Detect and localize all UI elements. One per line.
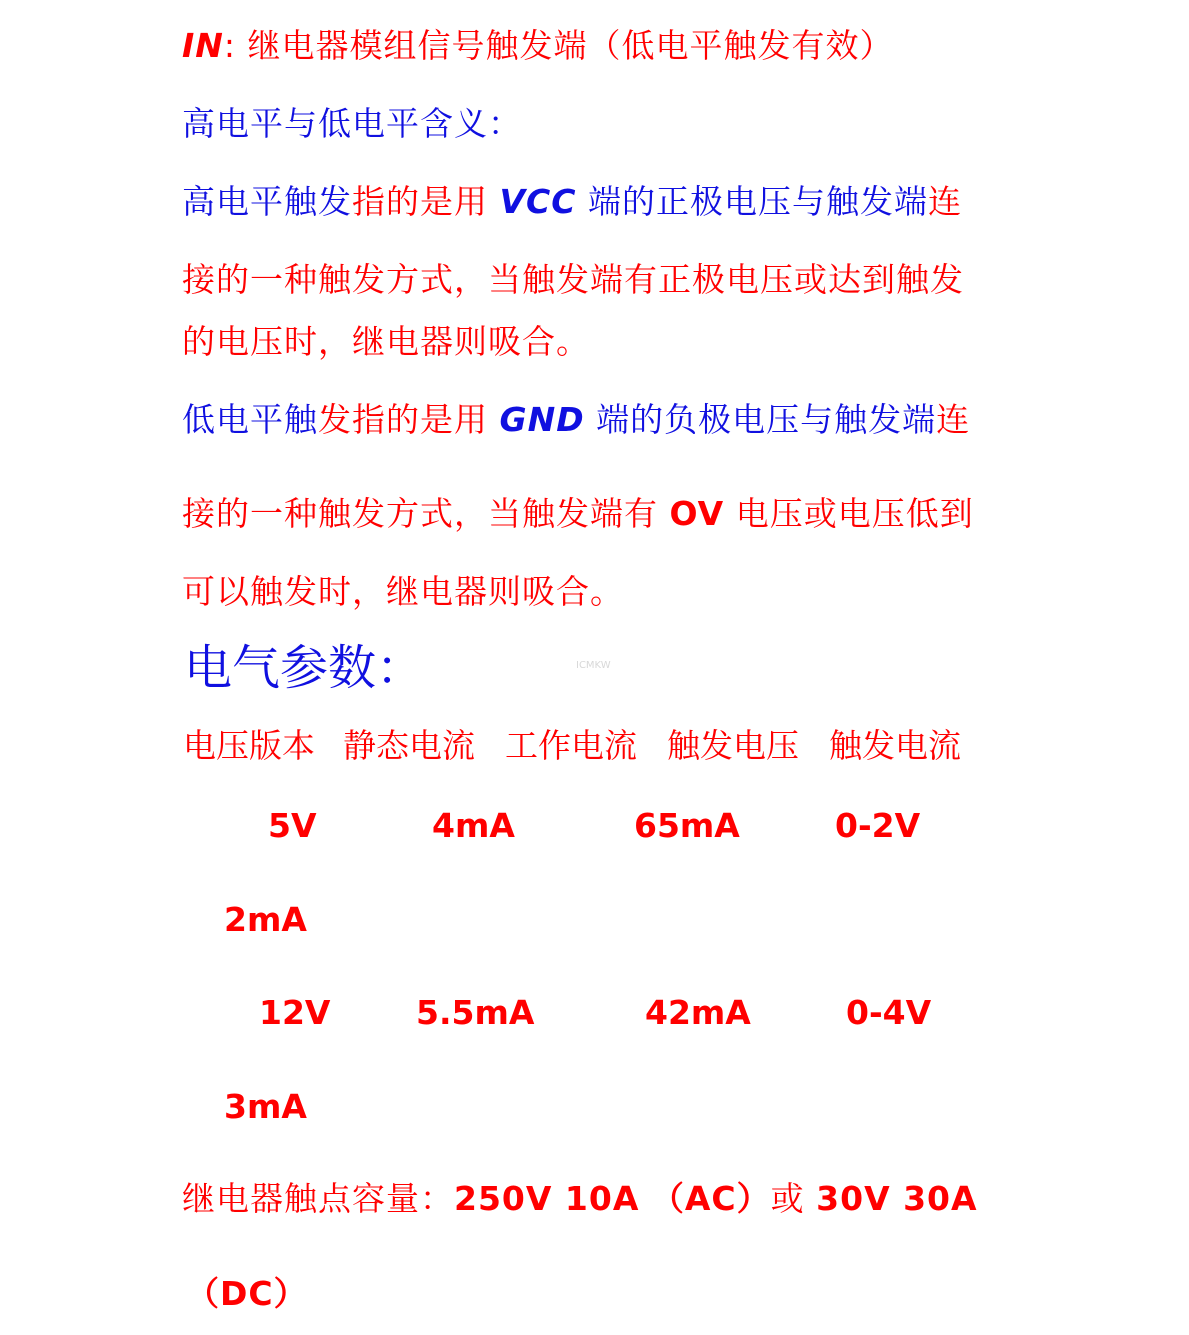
high-trigger-line-3: 的电压时，继电器则吸合。 [182,322,590,361]
header-work-current: 工作电流 [505,726,637,765]
high-trigger-text-b: 端的正极电压与触发端 [587,182,928,221]
low-trigger-line-2 [182,494,974,534]
low-trigger-line-1 [182,400,970,440]
contact-capacity-ac: （AC） [650,1179,771,1218]
high-trigger-text-a: 指的是用 [352,182,488,221]
low-trigger-text-b: 端的负极电压与触发端 [596,400,937,439]
ov-label: OV [669,494,725,533]
high-trigger-line-2: 接的一种触发方式，当触发端有正极电压或达到触发 [182,260,964,299]
contact-capacity-value-ac: 250V 10A [454,1179,640,1218]
vcc-label: VCC [499,182,577,221]
in-description: 继电器模组信号触发端（低电平触发有效） [247,26,894,65]
high-trigger-text-c: 连 [927,182,962,221]
row1-trigger-current: 2mA [224,900,307,939]
contact-capacity-line [182,1179,978,1219]
high-trigger-term: 高电平触发 [182,182,352,221]
electrical-params-heading: 电气参数： [184,640,425,696]
row1-static-current: 4mA [432,806,515,845]
contact-capacity-dc: （DC） [186,1274,308,1313]
meaning-title: 高电平与低电平含义： [182,104,522,143]
low-trigger-text-d: 接的一种触发方式，当触发端有 [182,494,658,533]
contact-capacity-value-dc: 30V 30A [816,1179,978,1218]
row1-trigger-voltage: 0-2V [835,806,921,845]
gnd-label: GND [499,400,585,439]
row2-trigger-current: 3mA [224,1087,307,1126]
high-trigger-line-1 [182,182,962,222]
header-voltage-version: 电压版本 [183,726,315,765]
row2-voltage: 12V [259,993,331,1032]
low-trigger-line-3: 可以触发时，继电器则吸合。 [182,572,624,611]
header-trigger-voltage: 触发电压 [667,726,799,765]
header-trigger-current: 触发电流 [829,726,961,765]
low-trigger-text-c: 连 [936,400,971,439]
row2-work-current: 42mA [645,993,751,1032]
contact-capacity-or: 或 [770,1179,805,1218]
in-colon: : [223,26,248,65]
low-trigger-term: 低电平触 [182,400,318,439]
low-trigger-text-a: 发指的是用 [318,400,488,439]
row1-voltage: 5V [268,806,317,845]
row2-trigger-voltage: 0-4V [846,993,932,1032]
contact-capacity-label: 继电器触点容量： [182,1179,454,1218]
row1-work-current: 65mA [634,806,740,845]
in-label: IN [182,26,224,65]
watermark: ICMKW [576,660,611,671]
low-trigger-text-e: 电压或电压低到 [735,494,974,533]
row2-static-current: 5.5mA [416,993,535,1032]
header-static-current: 静态电流 [343,726,475,765]
in-line [182,26,894,66]
